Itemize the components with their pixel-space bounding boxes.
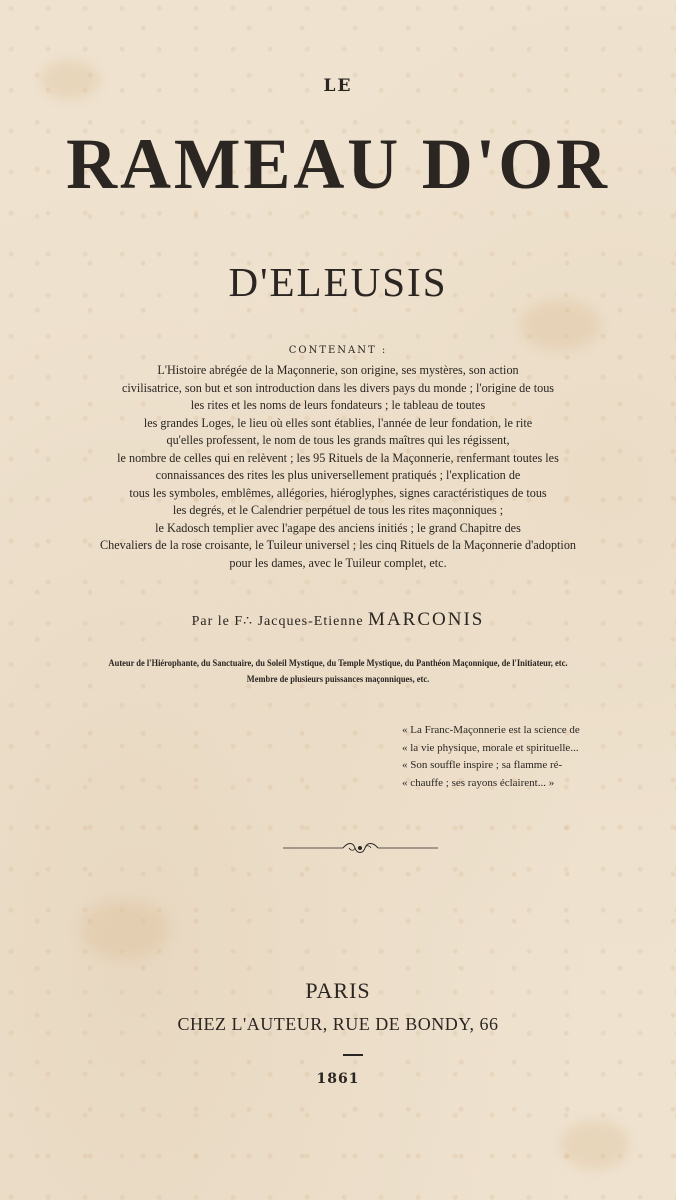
- summary-line: tous les symboles, emblêmes, allégories, hiéroglyphes, signes caractéristiques de tous: [129, 485, 547, 500]
- ornament-divider-icon: [283, 838, 438, 858]
- epigraph-line: « Son souffle inspire ; sa flamme ré-: [402, 759, 563, 771]
- author-line: [0, 609, 676, 631]
- imprint-year: 1861: [316, 1071, 360, 1087]
- author-works: Auteur de l'Hiérophante, du Sanctuaire, du Soleil Mystique, du Temple Mystique, du Panthéon Maçonnique, de l'Initiateur, etc.: [108, 659, 568, 669]
- main-title: RAMEAU D'OR: [66, 124, 610, 204]
- epigraph-line: « chauffe ; ses rayons éclairent... »: [402, 776, 555, 789]
- summary-line: civilisatrice, son but et son introduction dans les divers pays du monde ; l'origine de tous: [121, 380, 555, 395]
- imprint-city: PARIS: [305, 978, 371, 1003]
- summary-line: qu'elles professent, le nom de tous les grands maîtres qui les régissent,: [166, 433, 510, 447]
- summary-line: les rites et les noms de leurs fondateurs ; le tableau de toutes: [190, 398, 486, 412]
- contenant-label: CONTENANT :: [288, 345, 388, 356]
- author-membership: Membre de plusieurs puissances maçonniques, etc.: [246, 675, 430, 685]
- subtitle: D'ELEUSIS: [228, 259, 448, 305]
- paper-stain: [520, 300, 600, 350]
- epigraph: [402, 722, 652, 792]
- author-name: MARCONIS: [368, 609, 485, 630]
- paper-stain: [560, 1120, 630, 1170]
- summary-line: connaissances des rites les plus universellement pratiqués ; l'explication de: [155, 468, 521, 482]
- epigraph-line: « la vie physique, morale et spirituelle...: [402, 741, 579, 754]
- summary-line: les degrés, et le Calendrier perpétuel de tous les rites maçonniques ;: [172, 503, 504, 517]
- epigraph-line: « La Franc-Maçonnerie est la science de: [402, 724, 580, 736]
- imprint-divider: [343, 1054, 363, 1056]
- summary-line: le Kadosch templier avec l'agape des anciens initiés ; le grand Chapitre des: [155, 520, 521, 535]
- summary-line: Chevaliers de la rose croisante, le Tuileur universel ; les cinq Rituels de la Maçonnerie d'adoption: [99, 538, 577, 552]
- imprint-address: CHEZ L'AUTEUR, RUE DE BONDY, 66: [177, 1014, 499, 1034]
- author-titles: [34, 656, 642, 688]
- contents-summary: [40, 362, 636, 572]
- summary-line: les grandes Loges, le lieu où elles sont établies, l'année de leur fondation, le rite: [143, 415, 533, 430]
- summary-line: L'Histoire abrégée de la Maçonnerie, son origine, ses mystères, son action: [157, 363, 519, 377]
- paper-stain: [80, 900, 170, 960]
- summary-line: pour les dames, avec le Tuileur complet, etc.: [229, 555, 447, 570]
- summary-line: le nombre de celles qui en relèvent ; les 95 Rituels de la Maçonnerie, renfermant toutes les: [117, 450, 559, 465]
- author-prefix: Par le F∴ Jacques-Etienne: [191, 614, 364, 629]
- title-article: LE: [323, 76, 353, 96]
